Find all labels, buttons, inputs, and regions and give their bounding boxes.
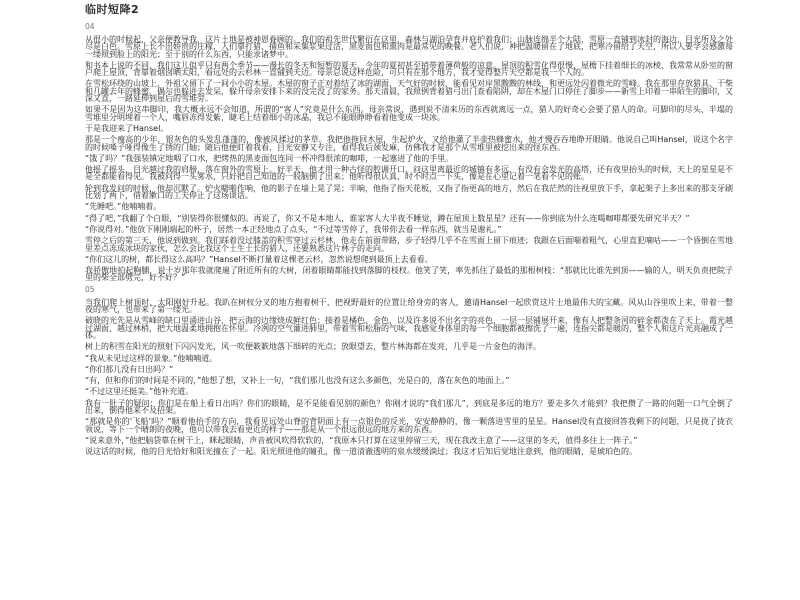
paragraph: “得了吧，”我翻了个白眼，“别装得你很懂似的。再说了，你又不是本地人，谁家客人大半夜不睡觉，蹲在屋顶上数星星？还有——你到底为什么连喝咖啡都要先研究半天？” (85, 213, 690, 223)
paragraph: “那就是你的‘飞船’吗？”顺着他抬手的方向，我看见远处山脊的背阴面上有一点银色的反光，安安静静的，像一颗落进雪里的星星。Hansel没有直接回答我剩下的问题，只是拢了拢衣领说，等下一个晴朗的夜晚，他可以带我去看更近的样子——那是从一个很远很远的地方来的东西。 (85, 417, 733, 434)
paragraph: 树上的积雪在阳光的照射下闪闪发光，风一吹便簌簌地落下细碎的光点；放眼望去，整片林海都在发亮，几乎是一片金色的海洋。 (85, 342, 541, 352)
paragraph: 在雪松环绕的山坡上，外祖父留下了一间小小的木屋。木屋的窗子正对着结了冰的湖面，天气好的时候，能看见对岸黑黢黢的林线，和更远处闪着微光的雪峰。我在那里存放猎具、干柴和几罐去年的蜂蜜，偶尔也躲进去发呆，躲开母亲安排下来的没完没了的家务。那天清晨，我照例背着猎弓出门查看陷阱，却在木屋门口停住了脚步——新雪上印着一串陌生的脚印，又深又直，一路延伸到屋后的雪堆旁。 (85, 79, 733, 104)
paragraph: “我从未见过这样的景象。”他喃喃道。 (85, 353, 218, 363)
paragraph: 他摇了摇头，目光越过我的肩膀，落在窗外的雪原上。好半天，他才用一种古怪的腔调开口，问这里离最近的城镇有多远、有没有会发光的高塔，还有夜里抬头的时候，天上的星星是不是全都能看得见。我被问得一头雾水，只好把自己知道的一股脑倒了出来；他听得很认真，时不时点一下头，像是在心里记着一笔看不见的账。 (85, 165, 733, 182)
paragraph: 于是我迎来了Hansel。 (85, 123, 169, 133)
page-title: 临时短降2 (85, 3, 140, 16)
paragraph: “先睡吧。”他喃喃着。 (85, 202, 162, 212)
chapter-section (85, 23, 733, 282)
paragraph: “说来意外，”他把脑袋靠在树干上，眯起眼睛，声音被风吹得软软的，“我原本只打算在这里停留三天，现在我改主意了——这里的冬天，值得多住上一阵子。” (85, 435, 638, 445)
section-marker: 05 (85, 284, 95, 294)
paragraph: 从很小的时候起，父亲便教导我，这片土地是被神恩眷顾的。我们的祖先世代繁衍在这里，森林与湖泊孕育并庇护着我们；山脉连绵半个大陆，雪原一直铺到冰封的海边，目光所及之处尽是白色。雪原上长不出娇贵的庄稼，人们靠打猎、捕鱼和采集浆果过活，黑麦面包和熏肉是最常见的晚餐。老人们说，神把温暖留在了地底，把寒冷留给了天空，所以人要学会感激每一缕照到脸上的阳光；至于别的什么东西，只能求诸梦中。 (85, 35, 733, 59)
paragraph: 如果不是因为这串脚印，我大概永远不会知道，所谓的“客人”究竟是什么东西。母亲常说，遇到说不清来历的东西就离远一点，猎人的好奇心会要了猎人的命。可脚印的尽头、半塌的雪堆里分明埋着一个人，嘴唇冻得发紫，睫毛上结着细小的冰晶，我总不能眼睁睁看着他变成一块冰。 (85, 105, 733, 122)
paragraph: 我骄傲地拍起胸脯，说十岁那年我就爬遍了附近所有的大树，闭着眼睛都能找到落脚的枝杈。他笑了笑，率先抓住了最低的那根树枝：“那就比比谁先到顶——输的人，明天负责把院子里的柴全部劈完，好不好？” (85, 266, 733, 283)
paragraph: “你们那儿没有日出吗？” (85, 364, 174, 374)
section-marker: 04 (85, 22, 95, 31)
paragraph: “饿了吗？”我强装镇定地咽了口水，把烤热的黑麦面包连同一杯冲得很浓的咖啡，一起塞进了他的手里。 (85, 153, 454, 163)
paragraph: “你说得对。”他放下刚刚端起的杯子，居然一本正经地点了点头，“不过等雪停了，我带你去看一样东西，就当是谢礼。” (85, 224, 502, 234)
paragraph: “不过这里还挺美。”他补充道。 (85, 387, 194, 397)
paragraph: 说这话的时候，他的目光恰好和阳光撞在了一起。阳光照进他的瞳孔，像一道清澈透明的泉水缓缓淌过；我这才后知后觉地注意到，他的眼睛，是琥珀色的。 (85, 447, 637, 457)
paragraph: 破晓的光先是从雪峰的缺口里涌进山谷，把云海的边缘烧成鲜红色；接着是橘色、金色，以及许多说不出名字的亮色，一层一层铺展开来，像有人把整条河的碎金都泼在了天上。霞光越过湖面、越过林梢，把大地温柔地拥抱在怀里。冷冽的空气灌进肺里，带着雪和松脂的气味，我感觉身体里的每一个细胞都被擦洗了一遍，连指尖都是暖的，整个人和这片光亮融成了一体。 (85, 316, 733, 340)
paragraph: “有，但和你们的时间是不同的，”他想了想，又补上一句，“我们那儿也没有这么多颜色，光是白的，落在灰色的地面上。” (85, 376, 510, 386)
document-body (85, 23, 733, 455)
paragraph: 那是一个瘦高的少年，银灰色的头发乱蓬蓬的，像被风揉过的茅草。我把他拖回木屋，生起炉火，又给他灌了半壶热蜂蜜水，他才慢吞吞地睁开眼睛。他说自己叫Hansel，说这个名字的时候嗓子哑得像生了锈的门轴；随后他便盯着我看，目光安静又专注，看得我后颈发麻，仿佛我才是那个从雪堆里被挖出来的怪东西。 (85, 135, 733, 152)
paragraph: 轮到我发问的时候，他却沉默了。炉火噼啪作响，他的影子在墙上晃了晃；半晌，他指了指天花板，又指了指更高的地方，然后在我茫然的注视里放下手，拿起架子上多出来的那支牙刷比划了两下，借着漱口的工夫停止了这场谈话。 (85, 183, 733, 201)
paragraph: 当我们爬上树顶时，太阳刚好升起。我趴在树杈分叉的地方抱着树干，把视野最好的位置让给身旁的客人，邀请Hansel一起欣赏这片土地最伟大的宝藏。风从山谷里吹上来，带着一整夜的寒气，也带来了第一缕光。 (85, 297, 733, 315)
paragraph: 我有一肚子的疑问：你们是在船上看日出吗？你们的眼睛，是不是能看见别的颜色？你刚才说的“我们那儿”，到底是多远的地方？要走多久才能到？我把攒了一路的问题一口气全倒了出来，倒得他来不及招架。 (85, 398, 733, 415)
paragraph: 和书本上说的不同，我们这儿似乎只有两个季节——漫长的冬天和短暂的夏天，今年的夏初甚至捎带着薄荷般的凉意。屋顶的积雪化得很慢，屋檐下挂着细长的冰棱，我常常从卧室的窗户爬上屋顶，背靠着烟囱晒太阳，看远处的云杉林一直铺到天边。母亲总说这样危险，可只有在那个地方，我才觉得整片天空都是我一个人的。 (85, 60, 733, 78)
paragraph: 雪停之后的第三天，他说到做到。我们踩着没过膝盖的积雪穿过云杉林，他走在前面带路，步子轻得几乎不在雪面上留下痕迹；我跟在后面喘着粗气，心里直犯嘀咕——一个昏倒在雪地里差点冻成冰块的家伙，怎么会比我这个土生土长的猎人，还要熟悉这片林子的走向。 (85, 236, 733, 253)
chapter-section (85, 286, 733, 456)
paragraph: “你们这儿的树，都长得这么高吗？”Hansel不断打量着这棵老云杉，忽然说想爬到最顶上去看看。 (85, 254, 433, 264)
